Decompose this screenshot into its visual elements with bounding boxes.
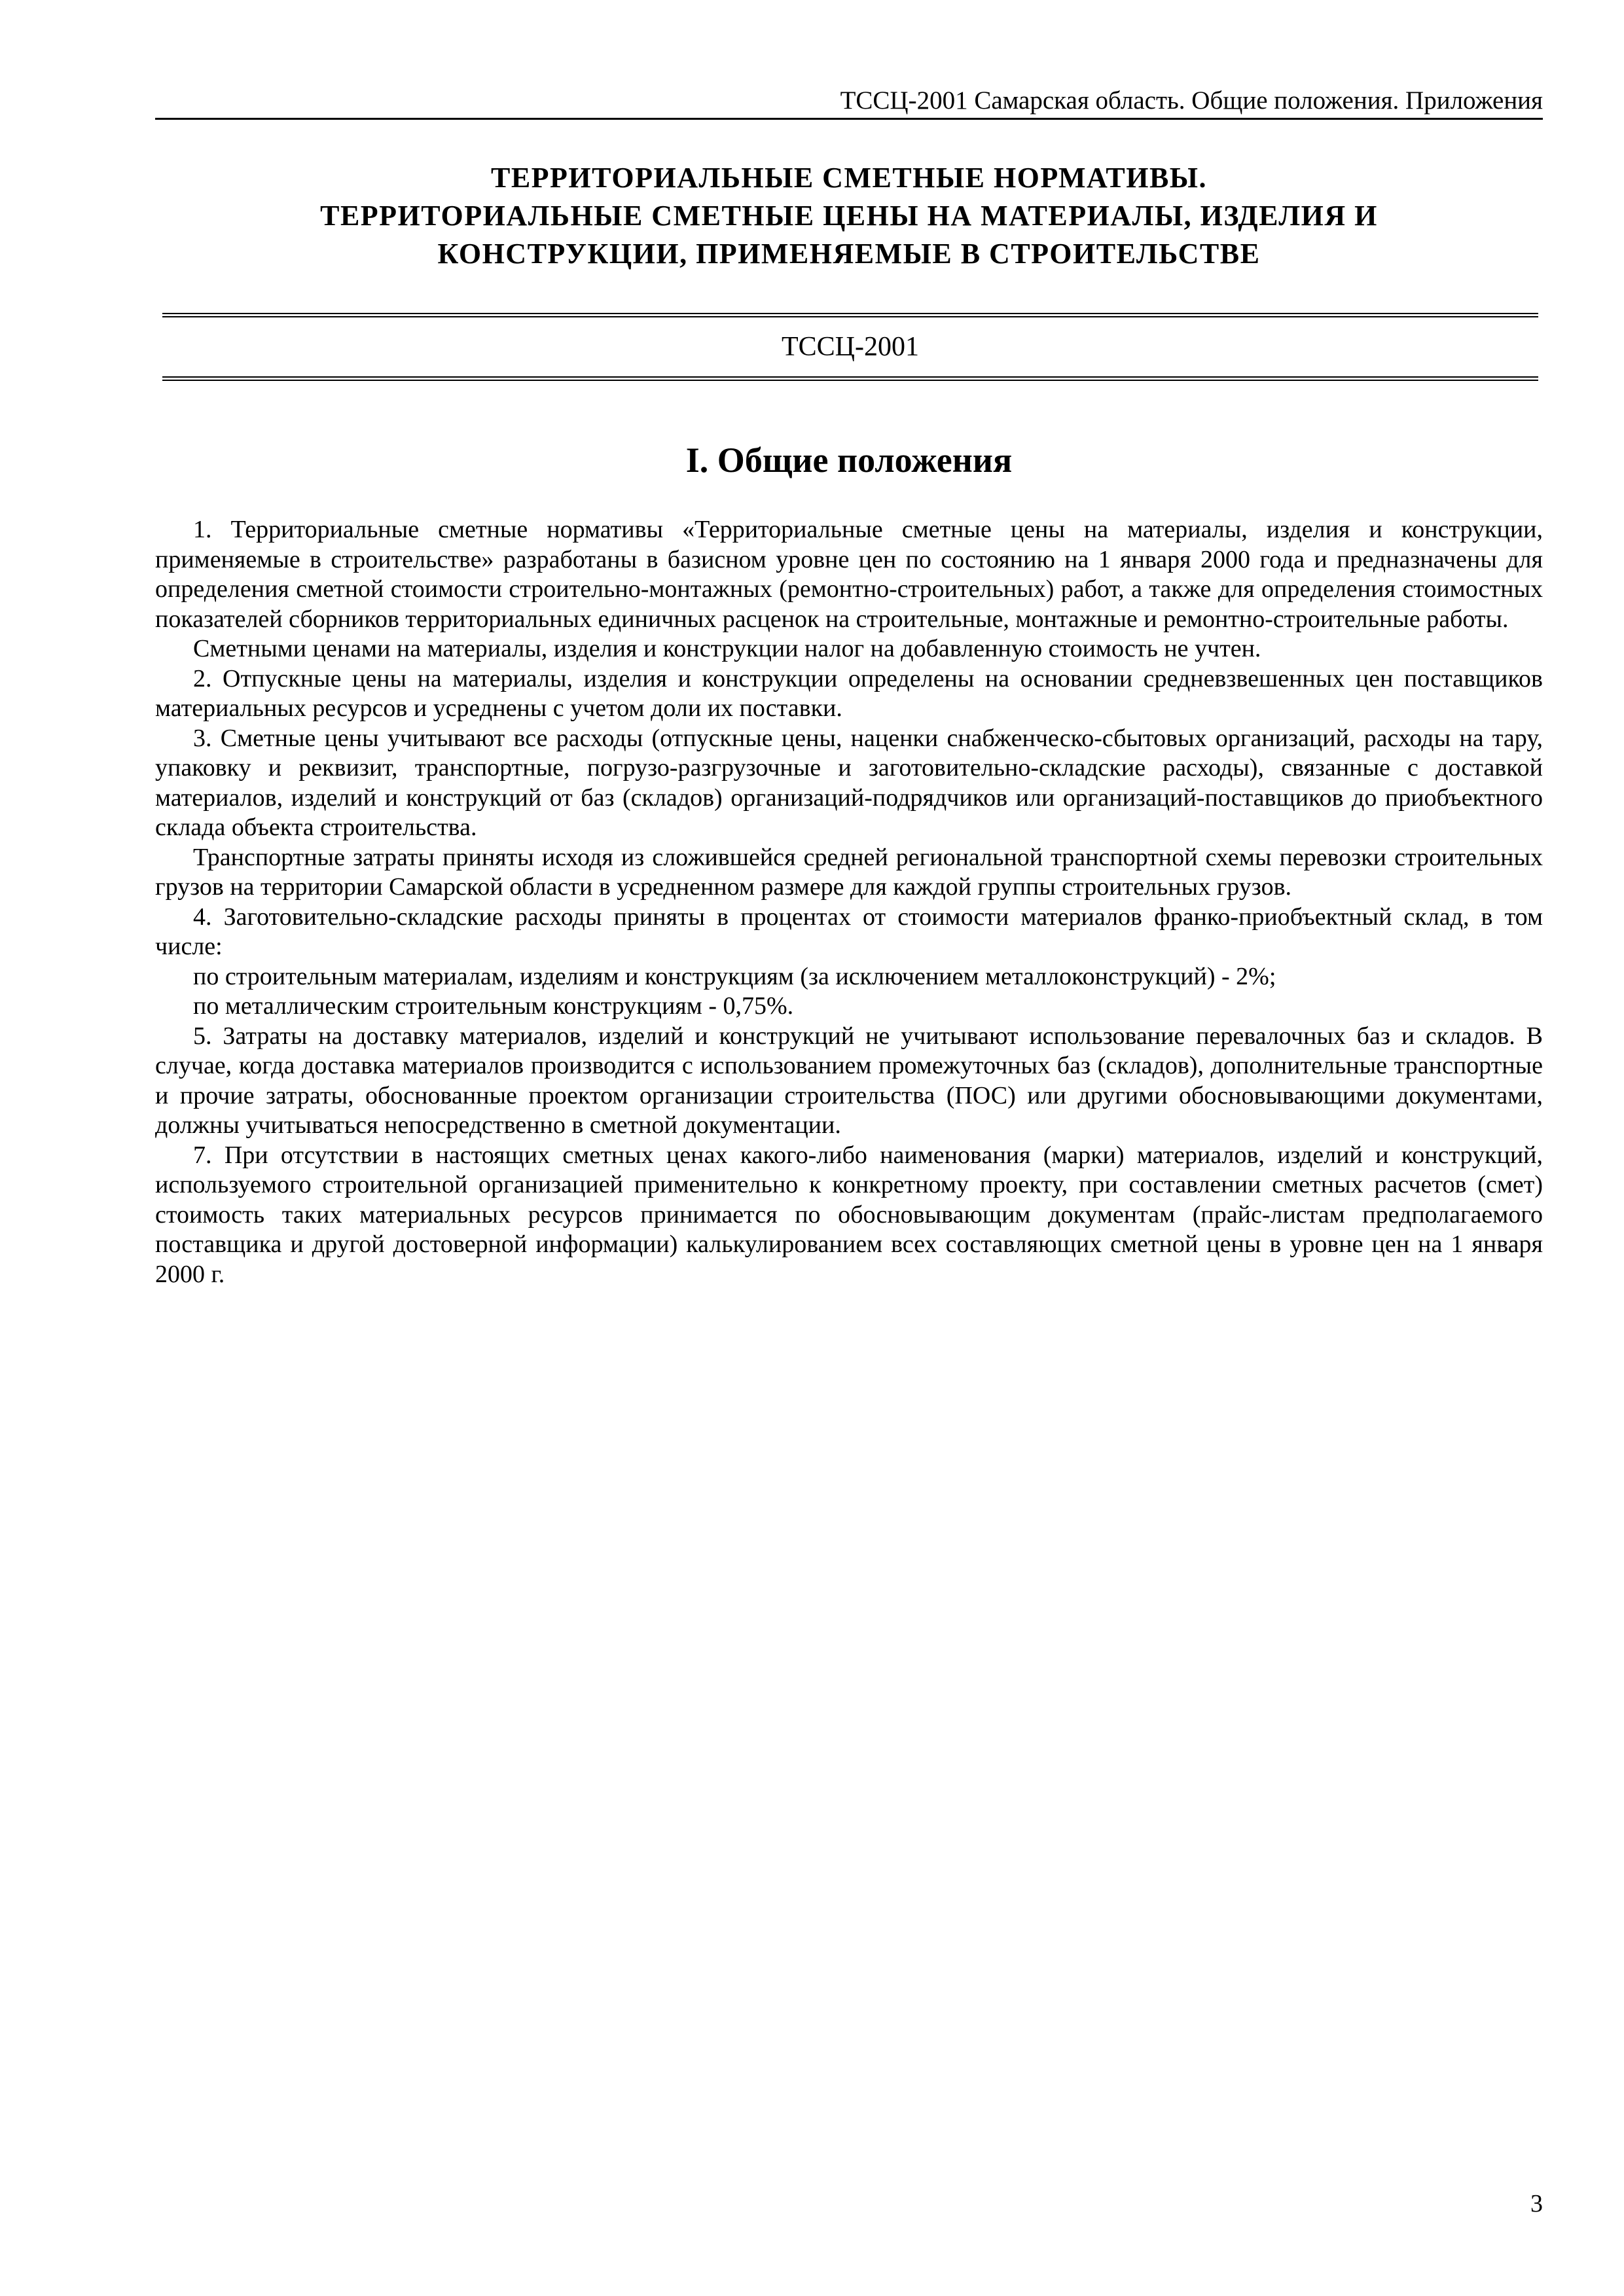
document-code-block [162, 313, 1538, 381]
page-number: 3 [1530, 2190, 1543, 2217]
running-header-text: ТССЦ-2001 Самарская область. Общие положения. Приложения [840, 86, 1543, 115]
document-title [155, 159, 1543, 273]
paragraph-vat-note: Сметными ценами на материалы, изделия и конструкции налог на добавленную стоимость не учтен. [193, 635, 1261, 662]
section-title: I. Общие положения [685, 440, 1013, 480]
document-code: ТССЦ-2001 [782, 332, 919, 362]
document-title-line-1: ТЕРРИТОРИАЛЬНЫЕ СМЕТНЫЕ НОРМАТИВЫ. [490, 162, 1208, 194]
paragraph-3: 3. Сметные цены учитывают все расходы (отпускные цены, наценки снабженческо-сбытовых организаций, расходы на тару, упаковку и реквизит, транспортные, погрузо-разгрузочные и заготовительно-складские расходы), связанные с доставкой материалов, изделий и конструкций от баз (складов) организаций-подрядчиков или организаций-поставщиков до приобъектного склада объекта строительства. [155, 724, 1543, 841]
paragraph-transport: Транспортные затраты приняты исходя из сложившейся средней региональной транспортной схемы перевозки строительных грузов на территории Самарской области в усредненном размере для каждой группы строительных грузов. [155, 843, 1543, 901]
document-title-line-3: КОНСТРУКЦИИ, ПРИМЕНЯЕМЫЕ В СТРОИТЕЛЬСТВЕ [437, 238, 1261, 270]
paragraph-1: 1. Территориальные сметные нормативы «Территориальные сметные цены на материалы, изделия и конструкции, применяемые в строительстве» разработаны в базисном уровне цен по состоянию на 1 января 2000 года и предназначены для определения сметной стоимости строительно-монтажных (ремонтно-строительных) работ, а также для определения стоимостных показателей сборников территориальных единичных расценок на строительные, монтажные и ремонтно-строительные работы. [155, 516, 1543, 633]
body-text [155, 515, 1543, 1289]
paragraph-4: 4. Заготовительно-складские расходы приняты в процентах от стоимости материалов франко-приобъектный склад, в том числе: [155, 903, 1543, 960]
paragraph-7: 7. При отсутствии в настоящих сметных ценах какого-либо наименования (марки) материалов, изделий и конструкций, используемого строительной организацией применительно к конкретному проекту, при составлении сметных расчетов (смет) стоимость таких материальных ресурсов принимается по обосновывающим документам (прайс-листам предполагаемого поставщика и другой достоверной информации) калькулированием всех составляющих сметной цены в уровне цен на 1 января 2000 г. [155, 1141, 1543, 1288]
document-title-line-2: ТЕРРИТОРИАЛЬНЫЕ СМЕТНЫЕ ЦЕНЫ НА МАТЕРИАЛЫ, ИЗДЕЛИЯ И [320, 200, 1378, 232]
paragraph-5: 5. Затраты на доставку материалов, изделий и конструкций не учитывают использование перевалочных баз и складов. В случае, когда доставка материалов производится с использованием промежуточных баз (складов), дополнительные транспортные и прочие затраты, обоснованные проектом организации строительства (ПОС) или другими обосновывающими документами, должны учитываться непосредственно в сметной документации. [155, 1022, 1543, 1139]
paragraph-4-item-1: по строительным материалам, изделиям и конструкциям (за исключением металлоконструкций) - 2%; [193, 962, 1276, 990]
paragraph-2: 2. Отпускные цены на материалы, изделия и конструкции определены на основании средневзвешенных цен поставщиков материальных ресурсов и усреднены с учетом доли их поставки. [155, 664, 1543, 722]
paragraph-4-item-2: по металлическим строительным конструкциям - 0,75%. [193, 992, 794, 1020]
running-header [155, 84, 1543, 120]
